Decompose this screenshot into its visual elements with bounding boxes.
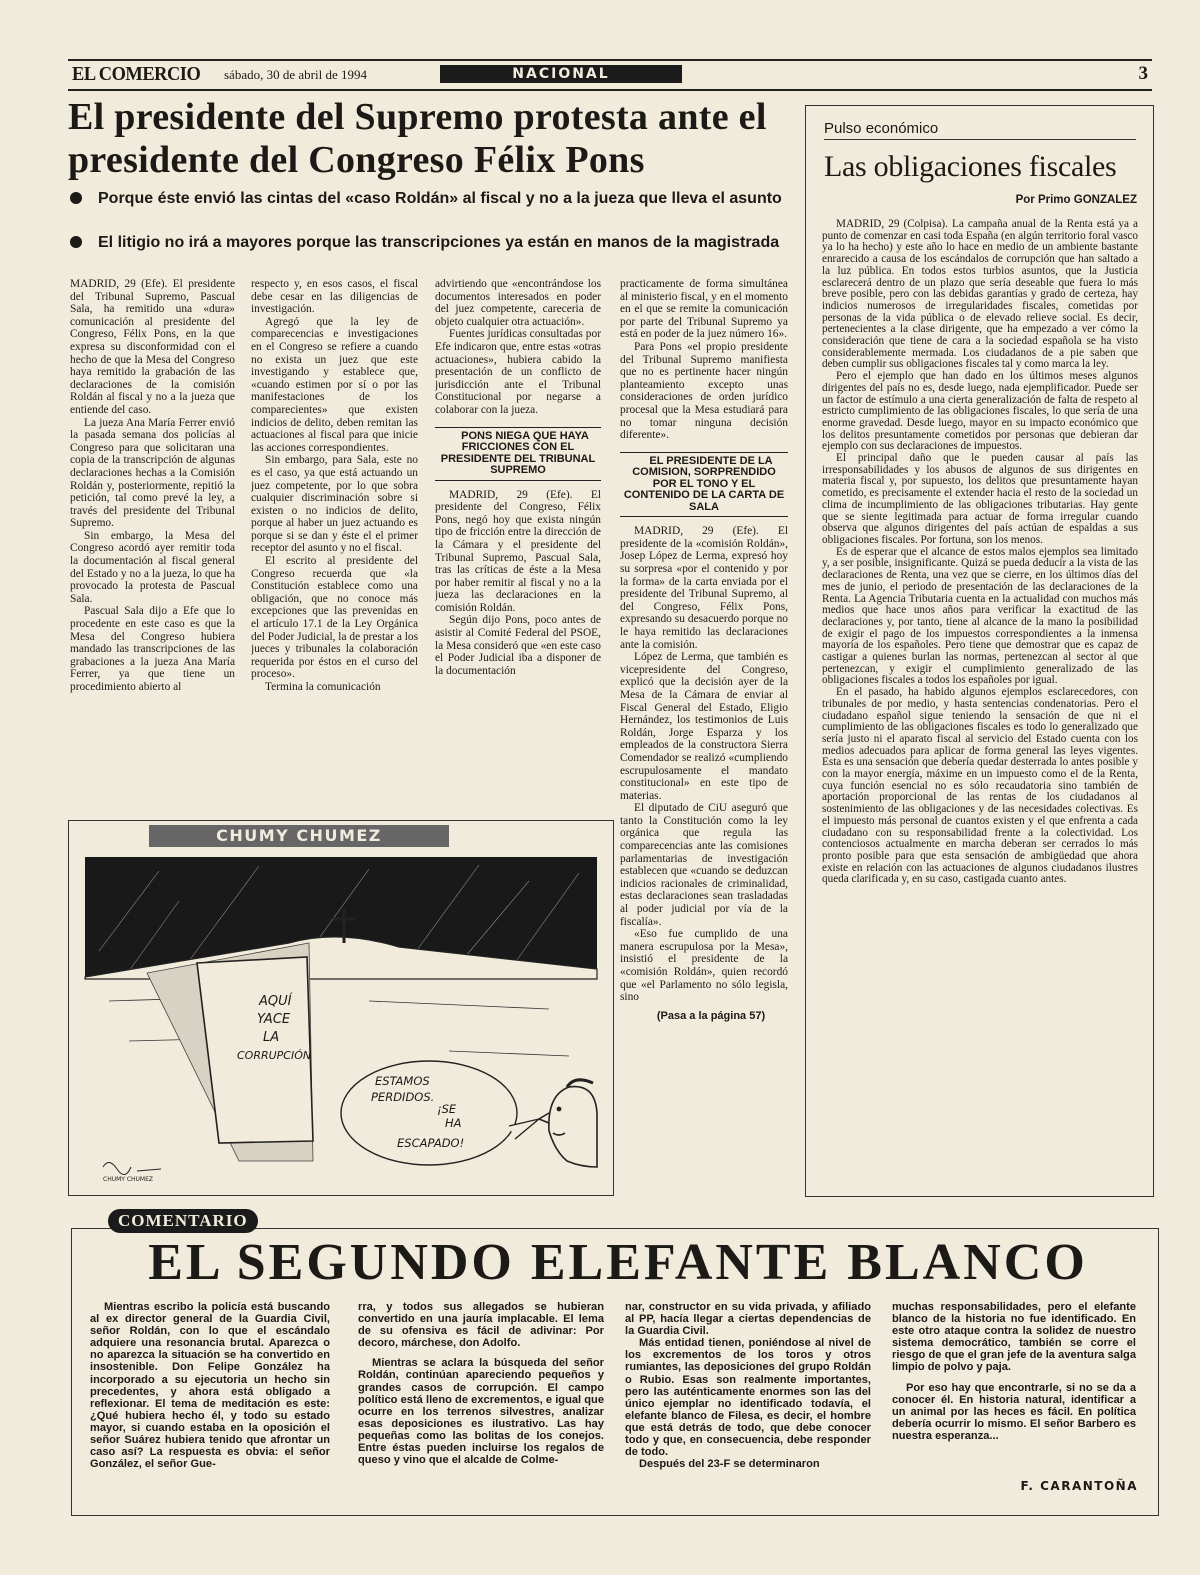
article-column-4	[620, 278, 788, 1196]
paragraph: Mientras se aclara la búsqueda del señor Roldán, continúan apareciendo pequeños y grandes casos de corrupción. El campo político está lleno de excrementos, e igual que ocurre en los terrenos silvestres, analizar esas deposiciones es ilustrativo. Las hay pequeñas como las bolitas de los conejos. Entre éstas pueden incluirse los regalos de queso y vino que el alcalde de Colme-	[358, 1357, 604, 1467]
cartoon-panel	[68, 820, 614, 1196]
paragraph: Fuentes jurídicas consultadas por Efe indicaron que, entre estas «otras actuaciones», hubiera cabido la presentación de un conflicto de jurisdicción ante el Tribunal Constitucional por negarse a colaborar con la jueza.	[435, 328, 601, 416]
speech-line: ESCAPADO!	[397, 1136, 465, 1150]
subheading: EL PRESIDENTE DE LA COMISION, SORPRENDIDO POR EL TONO Y EL CONTENIDO DE LA CARTA DE SALA	[620, 452, 788, 518]
paragraph: El diputado de CiU aseguró que tanto la Constitución como la ley orgánica que regula las comparecencias ante las comisiones parlamentarias de investigación establecen que «cuando se deduzcan indicios racionales de criminalidad, estas declaraciones sean trasladadas al poder judicial por vía de la fiscalía».	[620, 802, 788, 928]
speech-line: PERDIDOS.	[371, 1090, 435, 1104]
paragraph: Sin embargo, para Sala, este no es el caso, ya que está actuando un juez competente, por lo que sobra cualquier discriminación sobre si existen o no indicios de delito, porque al haber un juez actuando es porque si se dan y éste el el primer receptor del asunto y no el fiscal.	[251, 454, 418, 555]
cartoon-label: CHUMY CHUMEZ	[149, 825, 449, 847]
paragraph: Sin embargo, la Mesa del Congreso acordó ayer remitir toda la documentación al fiscal general del Estado y no a la jueza, lo que ha provocado la protesta de Pascual Sala.	[70, 529, 235, 605]
main-headline: El presidente del Supremo protesta ante el presidente del Congreso Félix Pons	[68, 96, 767, 181]
paragraph: MADRID, 29 (Efe). El presidente de la «comisión Roldán», Josep López de Lerma, expresó hoy su sorpresa «por el contenido y por la forma» de la carta enviada por el presidente del Tribunal Supremo, al del Congreso, Félix Pons, expresando su desacuerdo porque no le haya remitido las declaraciones ante la comisión.	[620, 525, 788, 651]
byline-prefix: Por Primo	[1015, 194, 1071, 206]
byline	[1016, 194, 1137, 206]
masthead: EL COMERCIO	[72, 63, 201, 85]
paragraph: Después del 23-F se determinaron	[639, 1458, 820, 1471]
column-kicker: Pulso económico	[824, 120, 1136, 140]
man-figure	[539, 1080, 597, 1167]
paragraph: «Eso fue cumplido de una manera escrupulosa por la Mesa», insistió el presidente de la «comisión Roldán», quien recordó que «el Parlamento no sólo legisla, sino	[620, 928, 788, 1004]
paragraph: Agregó que la ley de comparecencias e investigaciones en el Congreso se refiere a cuando no exista un juez que este investigando y establece que, «cuando estimen por sí o por las manifestaciones de los comparecientes» que existen indicios de delito, deben remitan las actuaciones al fiscal para que inicie las acciones correspondientes.	[251, 315, 418, 454]
section-label: NACIONAL	[440, 65, 682, 83]
jump-line: (Pasa a la página 57)	[656, 1009, 766, 1022]
speech-line: ESTAMOS	[375, 1074, 430, 1088]
tomb-line: AQUÍ	[259, 994, 292, 1009]
deck-1: Porque éste envió las cintas del «caso Roldán» al fiscal y no a la jueza que lleva el asunto	[70, 190, 790, 208]
comment-column-2	[358, 1301, 604, 1506]
deck-2: El litigio no irá a mayores porque las transcripciones ya están en manos de la magistrada	[70, 234, 790, 252]
comment-label: COMENTARIO	[108, 1209, 258, 1233]
bullet-icon	[70, 192, 82, 204]
comment-column-4	[892, 1301, 1136, 1471]
speech-line: ¡SE	[437, 1102, 457, 1116]
article-column-1	[70, 278, 235, 802]
issue-date: sábado, 30 de abril de 1994	[224, 67, 367, 82]
paragraph: advirtiendo que «encontrándose los documentos interesados en poder del juez competente, careceria de objeto cualquier otra actuación».	[435, 278, 601, 328]
economic-column-box	[805, 105, 1154, 1197]
paragraph: López de Lerma, que también es vicepresidente del Congreso, explicó que la decisión ayer de la Mesa de la Cámara de enviar al Fiscal General del Estado, Eligio Hernández, los testimonios de Luis Roldán, Jorge Esparza y los empleados de la constructora Sierra Comendador se realizó «cumpliendo escrupulosamente el mandato constitucional» en este tipo de materias.	[620, 651, 788, 802]
paragraph: Pero el ejemplo que han dado en los últimos meses algunos dirigentes del país no es, desde luego, nada ejemplificador. Puede ser un factor de estímulo a una cierta generalización de falta de respeto al estricto cumplimiento de las obligaciones fiscales, lo que sería de una enorme gravedad. Desde luego, mayor en su impacto económico que los delitos presuntamente cometidos por personas que debieran dar ejemplo con sus declaraciones de impuestos.	[822, 370, 1138, 453]
paragraph: practicamente de forma simultánea al ministerio fiscal, y en el momento en el que se remite la comunicación por parte del Tribunal Supremo ya está en poder de la juez número 16».	[620, 278, 788, 341]
paragraph: Para Pons «el propio presidente del Tribunal Supremo manifiesta que no es pertinente hacer ningún planteamiento excepto unas consideraciones de orden jurídico procesal que la Mesa estudiará para no tomar ninguna decisión diferente».	[620, 340, 788, 442]
paragraph: MADRID, 29 (Efe). El presidente del Tribunal Supremo, Pascual Sala, ha remitido una «dura» comunicación al presidente del Congreso, Félix Pons, en la que expresa su disconformidad con el hecho de que la Mesa del Congreso haya remitido la grabación de las declaraciones de la comisión Roldán al fiscal y no a la jueza que entiende del caso.	[70, 278, 235, 416]
article-column-3	[435, 278, 601, 802]
bullet-icon	[70, 236, 82, 248]
paragraph: nar, constructor en su vida privada, y afiliado al PP, hacía llegar a ciertas dependencias de la Guardia Civil.	[625, 1301, 871, 1338]
tomb-line: YACE	[257, 1012, 291, 1027]
paragraph: Mientras escribo la policía está buscando al ex director general de la Guardia Civil, señor Roldán, con lo que el escándalo adquiere una resonancia brutal. Aparezca o no aparezca la situación se ha convertido en insostenible. Don Felipe González ha incorporado a su ejecutoria un hecho sin precedentes, y ahora está obligado a reflexionar. El tema de meditación es este: ¿Qué hubiera hecho él, y todo su estado mayor, si cuando estaba en la oposición el señor Suárez hubiera tenido que afrontar un caso así? La respuesta es obvia: el señor González, el señor Gue-	[90, 1301, 330, 1471]
comment-column-1	[90, 1301, 330, 1506]
paragraph: En el pasado, ha habido algunos ejemplos esclarecedores, con tribunales de por medio, y hasta sentencias condenatorias. Pero el ciudadano español sigue teniendo la sensación de que ni el cumplimiento de las obligaciones fiscales es todo lo generalizado que sería justo ni el aparato fiscal al servicio del Estado cuenta con los medios adecuados para aplicar de forma general las leyes vigentes. Esta es una sensación que debería quedar desterrada lo antes posible y con la mayor energía, máxime en un impuesto como el de la Renta, cuya función esencial no es sólo recaudatoria sino también de aportación proporcional de las rentas de los ciudadanos al sostenimiento de las obligaciones y de las necesidades colectivas. Es el impuesto más personal de cuantos existen y el que enfrenta a cada ciudadano con su responsabilidad frente a la colectividad. Los contenciosos actualmente en marcha deberan ser cerrados lo más pronto posible para que esta sensación de ambigüedad que ahora existe en relación con las actuaciones de algunos ciudadanos ilustres queda clarificada y, en su caso, castigada cuanto antes.	[822, 686, 1138, 886]
paragraph: Según dijo Pons, poco antes de asistir al Comité Federal del PSOE, la Mesa consideró que «en este caso el Poder Judicial iba a disponer de la documentación	[435, 614, 601, 677]
paragraph: Pascual Sala dijo a Efe que lo procedente en este caso es que la Mesa del Congreso hubiera mandado las transcripciones de las grabaciones a la jueza Ana María Ferrer, ya que tiene un procedimiento abierto al	[70, 605, 235, 693]
author-name: GONZALEZ	[1073, 194, 1137, 206]
page-number: 3	[1138, 63, 1148, 84]
subheading: PONS NIEGA QUE HAYA FRICCIONES CON EL PRESIDENTE DEL TRIBUNAL SUPREMO	[435, 427, 601, 481]
paragraph: MADRID, 29 (Colpisa). La campaña anual de la Renta está ya a punto de comenzar en casi toda España (en algún territorio foral vasco ya lo ha hecho) y este año lo hace en medio de un ambiente bastante enrarecido a causa de los escándalos de corrupción que han saltado a la luz pública. En todos estos turbios asuntos, que la Justicia esclarecerá dentro de un plazo que sería deseable que fuera lo más breve posible, pero con las debidas garantías y grado de certeza, hay indicios numerosos de irregularidades fiscales, cometidas por personas de la vida pública o de elevado relieve social. Es decir, pertenecientes a la clase dirigente, que ha empezado a ver cómo la consideración que tiene de cara a la sociedad española se ha visto considerablemente mermada. Los ciudadanos de a pie saben que deben cumplir sus obligaciones fiscales tal y como marca la ley.	[822, 219, 1138, 371]
tomb-line: CORRUPCIÓN	[237, 1049, 312, 1062]
paragraph: El escrito al presidente del Congreso recuerda que «la Constitución establece como una obligación, que no conoce más excepciones que las prevenidas en el artículo 17.1 de la Ley Orgánica del Poder Judicial, la de prestar a los jueces y tribunales la colaboración requerida por éstos en el curso del proceso».	[251, 555, 418, 681]
paragraph: Termina la comunicación	[265, 681, 381, 693]
column-body	[822, 219, 1138, 1189]
paragraph: respecto y, en esos casos, el fiscal debe cesar en las diligencias de investigación.	[251, 278, 418, 316]
page-header	[68, 59, 1152, 91]
comment-title: EL SEGUNDO ELEFANTE BLANCO	[148, 1234, 1088, 1291]
cartoon-drawing	[69, 851, 613, 1195]
paragraph: muchas responsabilidades, pero el elefante blanco de la historia no fue identificado. En este otro ataque contra la solidez de nuestro sistema democrático, también se corre el riesgo de que el gran jefe de la aventura salga limpio de polvo y paja.	[892, 1301, 1136, 1374]
paragraph: El principal daño que le pueden causar al país las irresponsabilidades y los abusos de algunos de sus dirigentes en materia fiscal y, por supuesto, los delitos que presuntamente hayan cometido, es precisamente el extender hacia el resto de la sociedad un clima de incumplimiento de las obligaciones tributarias. Hay gente que se siente legitimada para actuar de forma irregular cuando observa que algunos dirigentes del país actúan de espaldas a sus obligaciones fiscales. Por fortuna, son los menos.	[822, 452, 1138, 546]
paragraph: Por eso hay que encontrarle, si no se da a conocer él. En historia natural, identificar a un animal por las heces es fácil. En política debería ocurrir lo mismo. El señor Barbero es nuestra esperanza...	[892, 1381, 1136, 1442]
cartoonist-mark	[103, 1162, 161, 1174]
paragraph: Más entidad tienen, poniéndose al nivel de los excrementos de los toros y otros rumiantes, las deposiciones del grupo Roldán o Rubio. Esas son realmente importantes, pero las auténticamente enormes son las del único ejemplar no identificado todavía, el elefante blanco de Filesa, es decir, el hombre que está detrás de todo, que debe conocer todo y que, en consecuencia, debe responder de todo.	[625, 1337, 871, 1459]
column-title: Las obligaciones fiscales	[824, 150, 1117, 183]
cartoon-signature: CHUMY CHUMEZ	[103, 1176, 154, 1183]
speech-line: HA	[445, 1116, 462, 1130]
paragraph: rra, y todos sus allegados se hubieran convertido en una jauría implacable. El lema de su ofensiva es fácil de adivinar: Por decoro, márchese, don Adolfo.	[358, 1301, 604, 1350]
article-column-2	[251, 278, 418, 802]
tomb-line: LA	[263, 1030, 280, 1045]
paragraph: La jueza Ana María Ferrer envió la pasada semana dos policías al Congreso para que solicitaran una copia de la transcripción de algunas declaraciones hechas a la Comisión Roldán y, posteriormente, repitió la petición, tal como prevé la ley, a través del presidente del Tribunal Supremo.	[70, 416, 235, 530]
paragraph: Es de esperar que el alcance de estos malos ejemplos sea limitado y, a ser posible, insignificante. Quizá se pueda deducir a la vista de las declaraciones de Renta, una vez que se cierre, en los últimos días del mes de junio, el periodo de presentación de las declaraciones de la Renta. La Agencia Tributaria cuenta en la actualidad con muchos más medios que hace unos años para verificar la exactitud de las declaraciones y, por tanto, tiene al alcance de la mano la posibilidad de exigir el pago de los impuestos correspondientes a la inmensa mayoría de los españoles. Pero tiene que demostrar que es capaz de castigar a quienes burlan las normas, pertenezcan al sector al que pertenezcan, y exigir el cumplimiento generalizado de las obligaciones fiscales a todos los españoles por igual.	[822, 545, 1138, 687]
comment-column-3	[625, 1301, 871, 1506]
comment-signature: F. CARANTOÑA	[1020, 1479, 1138, 1493]
paragraph: MADRID, 29 (Efe). El presidente del Congreso, Félix Pons, negó hoy que exista ningún tipo de fricción entre la dirección de la Cámara y el presidente del Tribunal Supremo, Pascual Sala, tras las críticas de éste a la Mesa por haber remitir al fiscal y no a la jueza las declaraciones en la comisión Roldán.	[435, 488, 601, 614]
